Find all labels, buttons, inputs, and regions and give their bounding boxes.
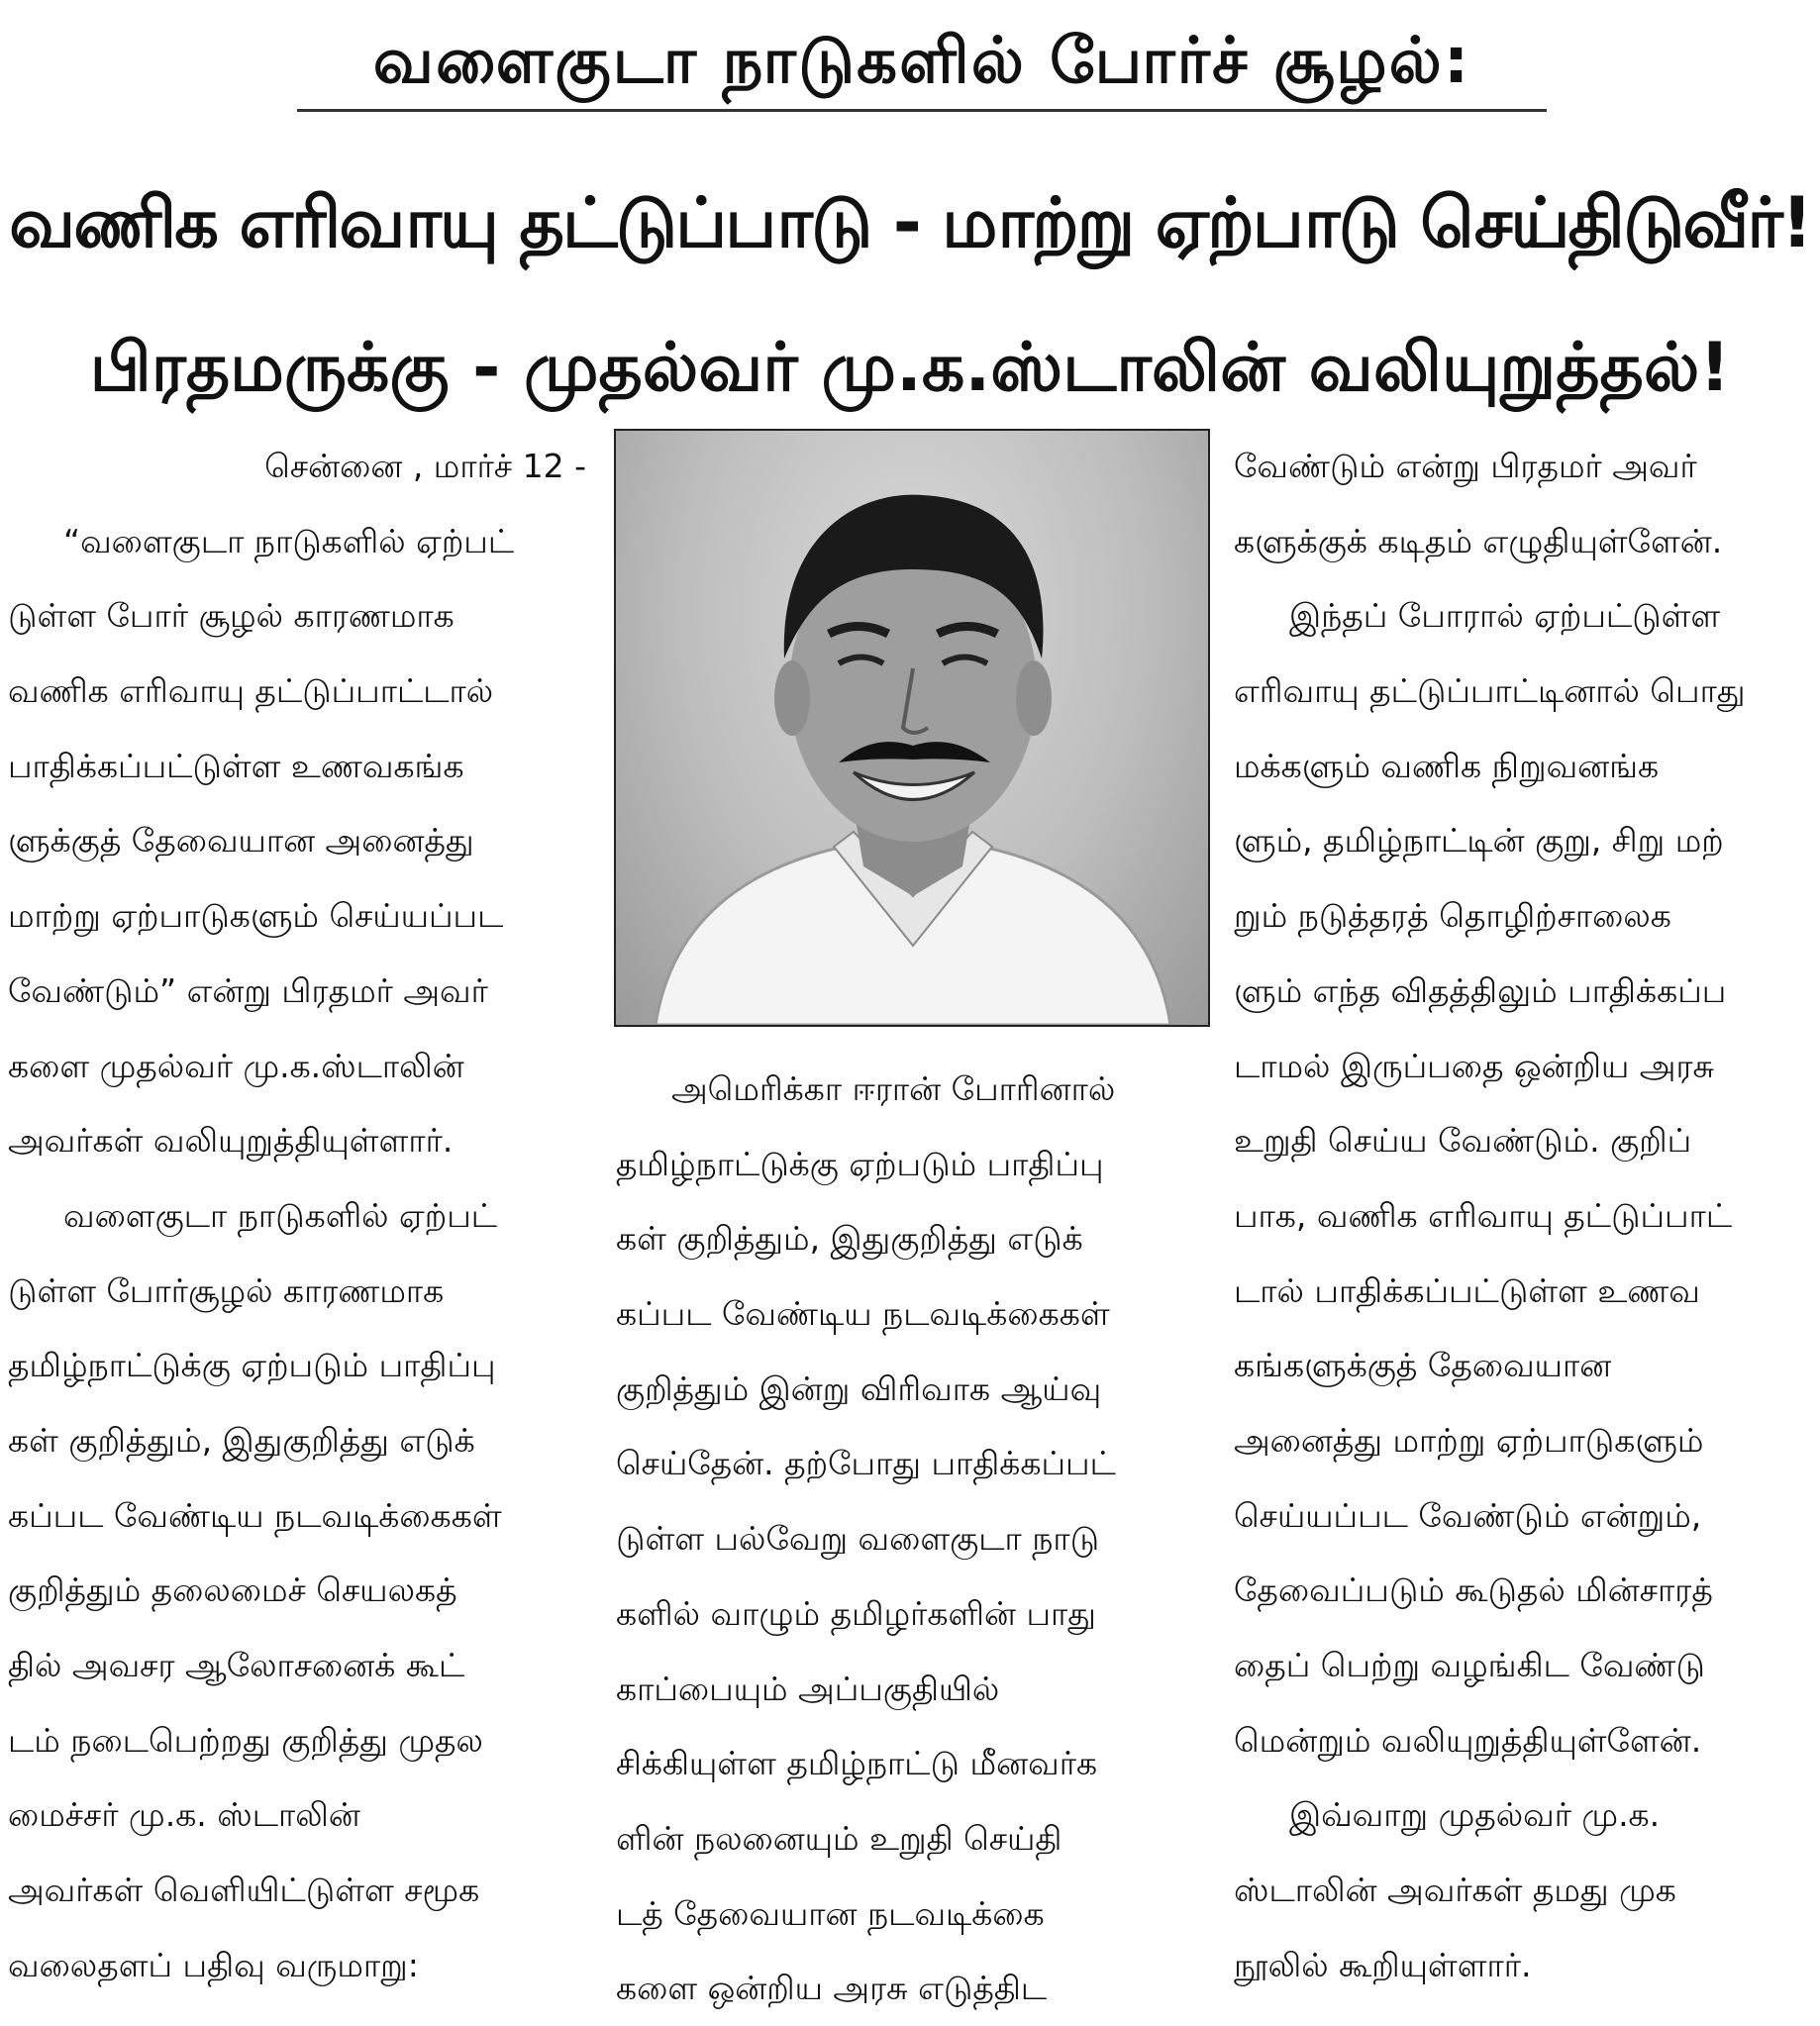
article-line: இவ்வாறு முதல்வர் மு.க. <box>1289 1795 1661 1835</box>
article-line: மைச்சர் மு.க. ஸ்டாலின் <box>8 1795 360 1835</box>
article-line: ளும், தமிழ்நாட்டின் குறு, சிறு மற் <box>1234 821 1724 861</box>
article-line: தில் அவசர ஆலோசனைக் கூட் <box>8 1646 465 1684</box>
article-line: அவர்கள் வெளியிட்டுள்ள சமூக <box>8 1871 480 1910</box>
subheadline: பிரதமருக்கு - முதல்வர் மு.க.ஸ்டாலின் வலியுறுத்தல்! <box>89 329 1731 407</box>
article-line: ஸ்டாலின் அவர்கள் தமது முக <box>1234 1871 1676 1910</box>
article-line: மென்றும் வலியுறுத்தியுள்ளேன். <box>1234 1720 1702 1760</box>
article-line: றும் நடுத்தரத் தொழிற்சாலைக <box>1234 896 1671 936</box>
article-line: அமெரிக்கா ஈரான் போரினால் <box>671 1069 1116 1108</box>
article-line: தைப் பெற்று வழங்கிட வேண்டு <box>1234 1646 1705 1684</box>
article-line: அனைத்து மாற்று ஏற்பாடுகளும் <box>1234 1420 1704 1460</box>
article-line: அவர்கள் வலியுறுத்தியுள்ளார். <box>8 1121 454 1161</box>
portrait-photo <box>614 429 1210 1027</box>
article-line: டுள்ள போர் சூழல் காரணமாக <box>8 596 455 636</box>
article-line: வேண்டும்” என்று பிரதமர் அவர் <box>8 970 488 1010</box>
article-line: சென்னை , மார்ச் 12 - <box>264 447 586 485</box>
article-line: டுள்ள போர்சூழல் காரணமாக <box>8 1270 445 1310</box>
article-line: ளின் நலனையும் உறுதி செய்தி <box>616 1818 1062 1858</box>
article-line: மக்களும் வணிக நிறுவனங்க <box>1234 746 1660 785</box>
article-line: களை ஒன்றிய அரசு எடுத்திட <box>616 1969 1048 2008</box>
article-line: குறித்தும் தலைமைச் செயலகத் <box>8 1570 457 1610</box>
article-column-2 <box>616 1052 1206 2026</box>
article-line: சிக்கியுள்ள தமிழ்நாட்டு மீனவர்க <box>616 1744 1098 1783</box>
article-line: பாதிக்கப்பட்டுள்ள உணவகங்க <box>8 746 464 785</box>
article-line: டுள்ள பல்வேறு வளைகுடா நாடு <box>616 1519 1100 1559</box>
main-headline: வணிக எரிவாயு தட்டுப்பாடு - மாற்று ஏற்பாடு செய்திடுவீர்! <box>9 182 1811 263</box>
article-line: டத் தேவையான நடவடிக்கை <box>616 1893 1045 1933</box>
article-line: களில் வாழும் தமிழர்களின் பாது <box>616 1593 1096 1633</box>
portrait-illustration <box>616 431 1208 1025</box>
article-line: டம் நடைபெற்றது குறித்து முதல <box>8 1720 483 1760</box>
article-line: செய்தேன். தற்போது பாதிக்கப்பட் <box>616 1444 1116 1483</box>
article-line: ளும் எந்த விதத்திலும் பாதிக்கப்ப <box>1234 970 1727 1010</box>
article-line: வளைகுடா நாடுகளில் ஏற்பட் <box>63 1195 498 1235</box>
article-line: வேண்டும் என்று பிரதமர் அவர் <box>1234 447 1697 485</box>
article-line: தமிழ்நாட்டுக்கு ஏற்படும் பாதிப்பு <box>8 1346 496 1385</box>
article-line: வலைதளப் பதிவு வருமாறு: <box>8 1945 419 1984</box>
article-line: கப்பட வேண்டிய நடவடிக்கைகள் <box>8 1495 502 1535</box>
article-line: இந்தப் போரால் ஏற்பட்டுள்ள <box>1289 596 1721 636</box>
article-line: பாக, வணிக எரிவாயு தட்டுப்பாட் <box>1234 1195 1733 1235</box>
article-line: “வளைகுடா நாடுகளில் ஏற்பட் <box>63 521 515 560</box>
article-line: கப்பட வேண்டிய நடவடிக்கைகள் <box>616 1294 1110 1334</box>
article-line: செய்யப்பட வேண்டும் என்றும், <box>1234 1495 1702 1535</box>
article-line: உறுதி செய்ய வேண்டும். குறிப் <box>1234 1121 1692 1161</box>
article-line: நூலில் கூறியுள்ளார். <box>1234 1945 1532 1984</box>
article-line: தேவைப்படும் கூடுதல் மின்சாரத் <box>1234 1570 1713 1610</box>
article-line: ளுக்குத் தேவையான அனைத்து <box>8 821 474 861</box>
article-line: தமிழ்நாட்டுக்கு ஏற்படும் பாதிப்பு <box>616 1144 1104 1183</box>
article-line: கங்களுக்குத் தேவையான <box>1234 1346 1612 1385</box>
article-column-1 <box>8 429 586 2002</box>
article-line: வணிக எரிவாயு தட்டுப்பாட்டால் <box>8 671 494 711</box>
article-line: டாமல் இருப்பதை ஒன்றிய அரசு <box>1234 1046 1715 1085</box>
article-line: கள் குறித்தும், இதுகுறித்து எடுக் <box>616 1219 1083 1259</box>
article-line: காப்பையும் அப்பகுதியில் <box>616 1669 1000 1708</box>
article-column-3 <box>1234 429 1812 2002</box>
article-line: மாற்று ஏற்பாடுகளும் செய்யப்பட <box>8 896 504 936</box>
kicker-headline: வளைகுடா நாடுகளில் போர்ச் சூழல்: <box>297 14 1547 112</box>
article-line: கள் குறித்தும், இதுகுறித்து எடுக் <box>8 1420 475 1460</box>
article-line: டால் பாதிக்கப்பட்டுள்ள உணவ <box>1234 1270 1700 1310</box>
article-line: எரிவாயு தட்டுப்பாட்டினால் பொது <box>1234 671 1746 711</box>
article-line: களை முதல்வர் மு.க.ஸ்டாலின் <box>8 1046 464 1085</box>
article-line: குறித்தும் இன்று விரிவாக ஆய்வு <box>616 1368 1102 1408</box>
article-line: களுக்குக் கடிதம் எழுதியுள்ளேன். <box>1234 521 1723 560</box>
